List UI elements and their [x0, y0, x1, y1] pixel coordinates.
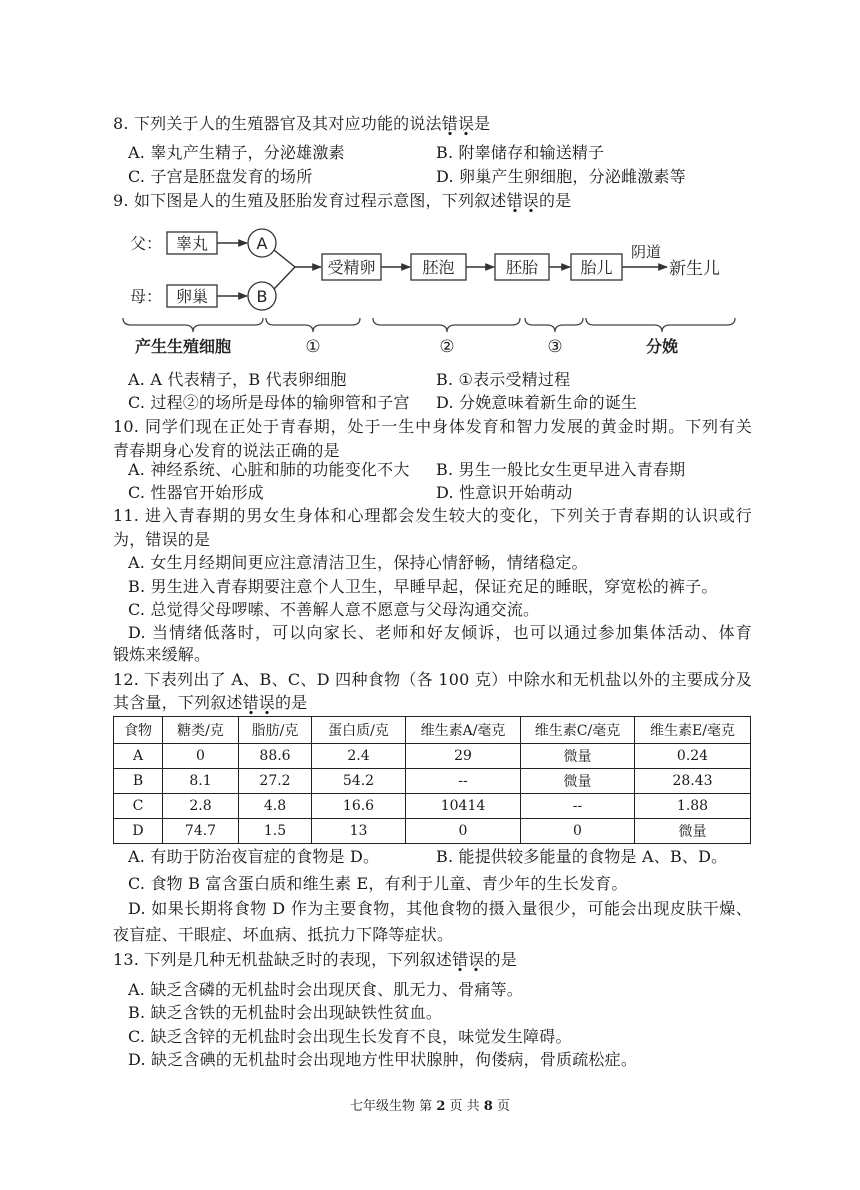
egg-circle-label: B [256, 287, 268, 306]
table-cell: 微量 [635, 819, 751, 844]
stage-label-1: ① [305, 337, 321, 357]
q10-title-line-2: 青春期身心发育的说法正确的是 [113, 441, 340, 460]
q12-option-a: A. 有助于防治夜盲症的食物是 D。 [128, 847, 380, 866]
food-nutrient-table [113, 716, 751, 844]
table-cell: 27.2 [239, 769, 312, 794]
table-cell: 0 [163, 744, 239, 769]
table-row [114, 819, 751, 844]
q12-option-d-line-1: D. 如果长期将食物 D 作为主要食物，其他食物的摄入量很少，可能会出现皮肤干燥、 [128, 899, 752, 918]
vagina-label: 阴道 [630, 243, 662, 261]
stage-brace-birth [586, 318, 735, 332]
q8-option-d: D. 卵巢产生卵细胞，分泌雌激素等 [436, 167, 686, 186]
q8-option-a: A. 睾丸产生精子，分泌雄激素 [128, 143, 345, 162]
table-cell: -- [521, 794, 635, 819]
table-cell: 0.24 [635, 744, 751, 769]
table-cell: 1.5 [239, 819, 312, 844]
embryo-label: 胚胎 [505, 258, 539, 277]
q11-option-c: C. 总觉得父母啰嗦、不善解人意不愿意与父母沟通交流。 [128, 600, 540, 619]
newborn-label: 新生儿 [669, 259, 720, 279]
q13-option-c: C. 缺乏含锌的无机盐时会出现生长发育不良，味觉发生障碍。 [128, 1027, 572, 1046]
table-row-food-cell: C [114, 794, 163, 819]
q8-title-emphasis: 错误 [442, 114, 474, 136]
q13-title-emphasis: 错误 [452, 950, 484, 972]
footer-total-pages: 8 [483, 1099, 493, 1114]
q10-title-line-1: 10. 同学们现在正处于青春期，处于一生中身体发育和智力发展的黄金时期。下列有关 [113, 417, 752, 436]
table-cell: 2.8 [163, 794, 239, 819]
father-label: 父： [130, 234, 163, 253]
footer-separator: 页 共 [445, 1099, 484, 1114]
zygote-label: 受精卵 [327, 258, 376, 277]
q8-option-b: B. 附睾储存和输送精子 [436, 143, 605, 162]
q13-option-d: D. 缺乏含碘的无机盐时会出现地方性甲状腺肿，佝偻病，骨质疏松症。 [128, 1050, 638, 1069]
converge-line-lower [274, 267, 295, 289]
table-header-row [114, 717, 751, 744]
q12-option-c: C. 食物 B 富含蛋白质和维生素 E，有利于儿童、青少年的生长发育。 [128, 874, 628, 893]
mother-label: 母： [130, 287, 163, 306]
footer-subject: 七年级生物 第 [350, 1099, 437, 1114]
q12-option-d-line-2: 夜盲症、干眼症、坏血病、抵抗力下降等症状。 [113, 925, 454, 944]
fetus-label: 胎儿 [580, 258, 613, 277]
q11-title-line-2: 为，错误的是 [113, 530, 211, 549]
q11-title-line-1: 11. 进入青春期的男女生身体和心理都会发生较大的变化，下列关于青春期的认识或行 [113, 506, 752, 525]
q13-title-end: 的是 [484, 950, 517, 969]
table-cell: 74.7 [163, 819, 239, 844]
stage-label-3: ③ [547, 337, 563, 357]
q11-option-d-line-1: D. 当情绪低落时，可以向家长、老师和好友倾诉，也可以通过参加集体活动、体育 [128, 623, 752, 642]
table-cell: 13 [312, 819, 406, 844]
table-cell: 微量 [521, 769, 635, 794]
table-row [114, 769, 751, 794]
testis-label: 睾丸 [175, 234, 209, 253]
table-cell: 0 [521, 819, 635, 844]
ovary-label: 卵巢 [175, 287, 209, 306]
table-cell: -- [406, 769, 521, 794]
q8-option-c: C. 子宫是胚盘发育的场所 [128, 167, 313, 186]
q11-option-a: A. 女生月经期间更应注意清洁卫生，保持心情舒畅，情绪稳定。 [128, 553, 588, 572]
table-cell: 微量 [521, 744, 635, 769]
table-row-food-cell: B [114, 769, 163, 794]
q8-title-end: 是 [474, 114, 491, 133]
q12-title-line-2 [113, 692, 752, 714]
table-header-cell: 蛋白质/克 [312, 717, 406, 744]
sperm-circle-label: A [256, 234, 268, 253]
q12-title-end: 的是 [275, 693, 308, 712]
stage-brace-2 [373, 318, 520, 332]
reproduction-diagram [0, 220, 860, 365]
q10-option-c: C. 性器官开始形成 [128, 483, 264, 502]
table-header-cell: 脂肪/克 [239, 717, 312, 744]
stage-label-2: ② [439, 337, 455, 357]
table-header-cell: 维生素A/毫克 [406, 717, 521, 744]
stage-label-birth: 分娩 [645, 337, 679, 356]
q13-title [113, 949, 752, 971]
table-cell: 28.43 [635, 769, 751, 794]
q12-title-text: 其含量，下列叙述 [113, 693, 243, 712]
q9-option-d: D. 分娩意味着新生命的诞生 [436, 393, 638, 412]
q9-title-emphasis: 错误 [507, 191, 539, 213]
stage-brace-3 [525, 318, 583, 332]
table-cell: 1.88 [635, 794, 751, 819]
table-header-cell: 糖类/克 [163, 717, 239, 744]
footer-end: 页 [492, 1099, 510, 1114]
converge-line-upper [274, 250, 295, 267]
q13-title-text: 13. 下列是几种无机盐缺乏时的表现，下列叙述 [113, 950, 453, 969]
q11-option-d-line-2: 锻炼来缓解。 [113, 645, 211, 664]
table-cell: 16.6 [312, 794, 406, 819]
stage-brace-1 [266, 318, 360, 332]
table-cell: 8.1 [163, 769, 239, 794]
blastocyst-label: 胚泡 [422, 258, 455, 277]
table-cell: 54.2 [312, 769, 406, 794]
q9-title [113, 190, 752, 212]
q9-option-b: B. ①表示受精过程 [436, 370, 571, 389]
q10-option-a: A. 神经系统、心脏和肺的功能变化不大 [128, 460, 410, 479]
table-row-food-cell: A [114, 744, 163, 769]
table-body [114, 744, 751, 844]
table-cell: 4.8 [239, 794, 312, 819]
stage-label-gametes: 产生生殖细胞 [134, 337, 232, 356]
q9-option-c: C. 过程②的场所是母体的输卵管和子宫 [128, 393, 410, 412]
table-header [114, 717, 751, 744]
q8-title [113, 113, 752, 135]
page-footer [0, 1098, 860, 1116]
table-cell: 29 [406, 744, 521, 769]
table-row [114, 744, 751, 769]
q13-option-a: A. 缺乏含磷的无机盐时会出现厌食、肌无力、骨痛等。 [128, 980, 523, 999]
table-row [114, 794, 751, 819]
table-header-cell: 维生素C/毫克 [521, 717, 635, 744]
q9-title-text: 9. 如下图是人的生殖及胚胎发育过程示意图，下列叙述 [113, 191, 507, 210]
table-header-cell: 食物 [114, 717, 163, 744]
q12-title-line-1: 12. 下表列出了 A、B、C、D 四种食物（各 100 克）中除水和无机盐以外的主要成分及 [113, 670, 752, 689]
q9-option-a: A. A 代表精子，B 代表卵细胞 [128, 370, 347, 389]
table-cell: 2.4 [312, 744, 406, 769]
stage-brace-gametes [123, 318, 263, 332]
q13-option-b: B. 缺乏含铁的无机盐时会出现缺铁性贫血。 [128, 1003, 443, 1022]
table-header-cell: 维生素E/毫克 [635, 717, 751, 744]
q10-option-d: D. 性意识开始萌动 [436, 483, 573, 502]
q12-title-emphasis: 错误 [243, 693, 275, 715]
q9-title-end: 的是 [538, 191, 572, 210]
q11-option-b: B. 男生进入青春期要注意个人卫生，早睡早起，保证充足的睡眠，穿宽松的裤子。 [128, 577, 718, 596]
footer-page-number: 2 [436, 1099, 446, 1114]
table-cell: 0 [406, 819, 521, 844]
table-row-food-cell: D [114, 819, 163, 844]
q8-title-text: 8. 下列关于人的生殖器官及其对应功能的说法 [113, 114, 442, 133]
q12-option-b: B. 能提供较多能量的食物是 A、B、D。 [436, 847, 728, 866]
table-cell: 10414 [406, 794, 521, 819]
table-cell: 88.6 [239, 744, 312, 769]
q10-option-b: B. 男生一般比女生更早进入青春期 [436, 460, 686, 479]
